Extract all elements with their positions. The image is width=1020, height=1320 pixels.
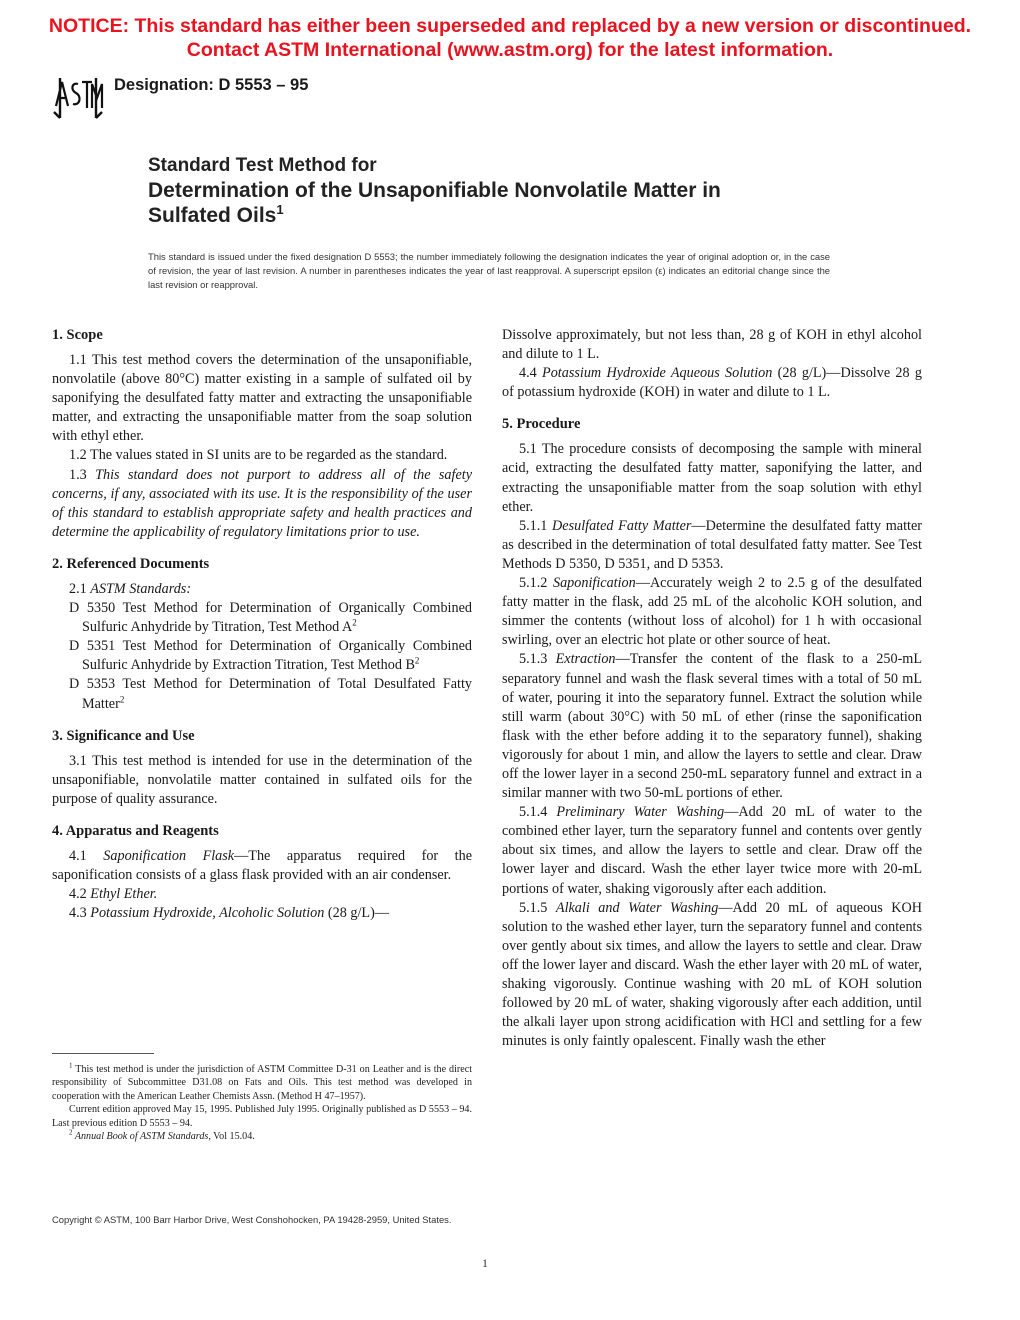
designation: Designation: D 5553 – 95 [114, 76, 309, 94]
footnotes [52, 1063, 472, 1143]
title-footnote-ref: 1 [276, 202, 284, 217]
section-heading-referenced-documents: 2. Referenced Documents [52, 555, 210, 572]
title-line-3: Sulfated Oils [148, 204, 277, 227]
paragraph-2-1: 2.1 ASTM Standards: [69, 580, 192, 597]
paragraph-1-2: 1.2 The values stated in SI units are to be regarded as the standard. [69, 447, 448, 464]
page-number: 1 [482, 1256, 488, 1270]
paragraph-1-1: 1.1 This test method covers the determination of the unsaponifiable, nonvolatile (above 80°C) matter existing in a sample of sulfated oil by saponifying the desulfated fatty matter and extracting the unsaponifiable matter, and extracting the unsaponifiable matter from the soap solution with ethyl ether. [52, 352, 472, 445]
paragraph-5-1-4: 5.1.4 Preliminary Water Washing—Add 20 mL of water to the combined ether layer, turn the separatory funnel and contents over gently about six times, and allow the layers to settle and clear. Draw off the lower layer and discard. Wash the ether layer twice more with 20-mL portions of water, shaking vigorously after each addition. [502, 804, 922, 897]
paragraph-5-1: 5.1 The procedure consists of decomposing the sample with mineral acid, extracting the desulfated fatty matter, saponifying the latter, and extracting the unsaponifiable matter from the soap solution with ethyl ether. [502, 441, 922, 515]
paragraph-3-1: 3.1 This test method is intended for use in the determination of the unsaponifiable, nonvolatile matter contained in sulfated oils for the purpose of quality assurance. [52, 752, 472, 807]
paragraph-4-2: 4.2 Ethyl Ether. [69, 886, 158, 903]
copyright: Copyright © ASTM, 100 Barr Harbor Drive, West Conshohocken, PA 19428-2959, United States. [52, 1214, 452, 1225]
reference-d5351: D 5351 Test Method for Determination of Organically Combined Sulfuric Anhydride by Extraction Titration, Test Method $B^2$ [69, 638, 472, 674]
section-heading-scope: 1. Scope [52, 327, 103, 343]
paragraph-5-1-2: 5.1.2 Saponification—Accurately weigh 2 to 2.5 g of the desulfated fatty matter in the flask, add 25 mL of the alcoholic KOH solution, and simmer the contents (without loss of alcohol) for 1 h with occasional swirling, over an electric hot plate or other source of heat. [502, 575, 923, 649]
paragraph-5-1-3: 5.1.3 Extraction—Transfer the content of the flask to a 250-mL separatory funnel and wash the flask several times with a total of 50 mL of water, pouring it into the separatory funnel. Extract the solution while still warm (about 30°C) with 50 mL of ether (rinse the saponification flask with the ether before adding it to the separatory funnel), shaking vigorously for about 1 min, and allow the layers to settle and clear. Draw off the lower layer in a second 250-mL separatory funnel and extract in a similar manner with two 50-mL portions of ether. [502, 651, 923, 802]
superseded-notice [0, 14, 1020, 62]
section-heading-apparatus: 4. Apparatus and Reagents [52, 822, 219, 839]
paragraph-4-1: 4.1 Saponification Flask—The apparatus required for the saponification consists of a glass flask provided with an air condenser. [52, 847, 473, 883]
left-column [52, 322, 472, 923]
paragraph-4-3: 4.3 Potassium Hydroxide, Alcoholic Solution (28 g/L)— [69, 905, 389, 922]
paragraph-4-4: 4.4 Potassium Hydroxide Aqueous Solution (28 g/L)—Dissolve 28 g of potassium hydroxide (KOH) in water and dilute to 1 L. [502, 365, 923, 401]
right-column [502, 326, 922, 1051]
astm-logo [52, 76, 104, 120]
paragraph-5-1-1: 5.1.1 Desulfated Fatty Matter—Determine the desulfated fatty matter as described in the determination of total desulfated fatty matter. See Test Methods D 5350, D 5351, and D 5353. [502, 517, 922, 572]
paragraph-4-3-continued: Dissolve approximately, but not less than, 28 g of KOH in ethyl alcohol and dilute to 1 L. [502, 327, 922, 363]
notice-line-1: NOTICE: This standard has either been superseded and replaced by a new version or discontinued. [48, 15, 972, 37]
document-title [148, 154, 908, 228]
preamble: This standard is issued under the fixed designation D 5553; the number immediately following the designation indicates the year of original adoption or, in the case of revision, the year of last revision. A number in parentheses indicates the year of last reapproval. A superscript epsilon (ε) indicates an editorial change since the last revision or reapproval. [148, 251, 830, 290]
footnote-2: $^2$ Annual Book of ASTM Standards, Vol 15.04. [69, 1128, 255, 1143]
footnote-1-edition: Current edition approved May 15, 1995. Published July 1995. Originally published as D 5553 – 94. Last previous edition D 5553 – 94. [52, 1104, 472, 1129]
reference-d5350: D 5350 Test Method for Determination of Organically Combined Sulfuric Anhydride by Titration, Test Method $A^2$ [69, 600, 472, 636]
paragraph-5-1-5: 5.1.5 Alkali and Water Washing—Add 20 mL of aqueous KOH solution to the washed ether layer, turn the separatory funnel and contents over gently about six times, and allow the layers to settle and clear. Draw off the lower layer and discard. Wash the ether layer with 20 mL of water, shaking vigorously. Continue washing with 20 mL of KOH solution followed by 20 mL of water, shaking vigorously after each addition, until the alkali layer upon strong acidification with HCl and settling for a few minutes is only faintly opalescent. Finally wash the ether [502, 899, 923, 1050]
footnote-1: $^1$ This test method is under the jurisdiction of ASTM Committee D-31 on Leather and is the direct responsibility of Subcommittee D31.08 on Fats and Oils. This test method was developed in cooperation with the American Leather Chemists Assn. (Method H 47–1957). [52, 1061, 472, 1102]
notice-line-2: Contact ASTM International (www.astm.org) for the latest information. [186, 39, 834, 61]
section-heading-procedure: 5. Procedure [502, 416, 581, 433]
section-heading-significance: 3. Significance and Use [52, 727, 195, 744]
title-line-1: Standard Test Method for [148, 155, 377, 176]
title-line-2: Determination of the Unsaponifiable Nonvolatile Matter in [148, 179, 721, 202]
reference-d5353: D 5353 Test Method for Determination of Total Desulfated Fatty Matter$^2$ [69, 676, 472, 712]
footnote-divider [52, 1053, 154, 1054]
paragraph-1-3: 1.3 This standard does not purport to address all of the safety concerns, if any, associated with its use. It is the responsibility of the user of this standard to establish appropriate safety and health practices and determine the applicability of regulatory limitations prior to use. [52, 466, 472, 540]
